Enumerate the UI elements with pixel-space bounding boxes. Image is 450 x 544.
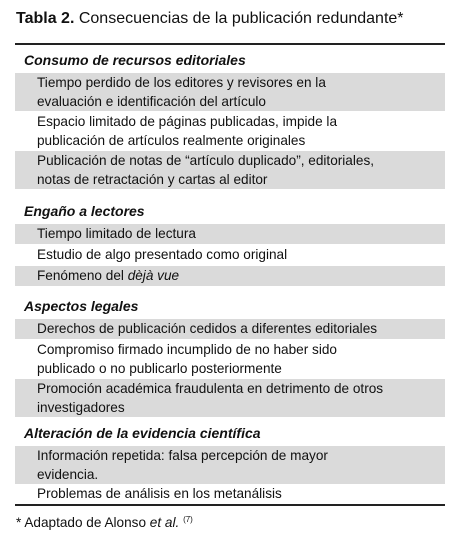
row-text: Tiempo perdido de los editores y revisores en la bbox=[37, 75, 326, 90]
row-text: Promoción académica fraudulenta en detrimento de otros bbox=[37, 381, 384, 396]
table-row bbox=[15, 319, 445, 339]
table-label: Tabla 2. bbox=[16, 10, 75, 27]
table-row bbox=[15, 484, 445, 504]
row-text-italic: dèjà vue bbox=[127, 268, 180, 283]
row-text: publicado o no publicarlo posteriormente bbox=[37, 361, 282, 376]
table-row bbox=[15, 112, 445, 150]
row-text: investigadores bbox=[37, 400, 125, 415]
row-text: Publicación de notas de “artículo duplicado”, editoriales, bbox=[37, 153, 375, 168]
row-text: Espacio limitado de páginas publicadas, impide la bbox=[37, 114, 337, 129]
section-heading: Aspectos legales bbox=[24, 298, 139, 314]
row-text: publicación de artículos realmente originales bbox=[37, 133, 306, 148]
row-text-prefix: Fenómeno del bbox=[37, 268, 128, 283]
footnote-text: * Adaptado de Alonso bbox=[16, 515, 150, 530]
table-row bbox=[15, 73, 445, 111]
footnote bbox=[16, 510, 193, 533]
row-text: Derechos de publicación cedidos a diferentes editoriales bbox=[37, 321, 378, 336]
section-heading: Alteración de la evidencia científica bbox=[24, 425, 261, 441]
table-row bbox=[15, 446, 445, 484]
section-heading: Consumo de recursos editoriales bbox=[24, 52, 246, 68]
bottom-rule bbox=[15, 504, 445, 506]
row-text: Compromiso firmado incumplido de no haber sido bbox=[37, 342, 337, 357]
table-row bbox=[15, 340, 445, 378]
row-text: evaluación e identificación del artículo bbox=[37, 94, 266, 109]
row-text: evidencia. bbox=[37, 467, 99, 482]
footnote-italic: et al. bbox=[149, 515, 180, 530]
row-text: Problemas de análisis en los metanálisis bbox=[37, 486, 282, 501]
table-row bbox=[15, 266, 445, 286]
row-text bbox=[37, 266, 439, 285]
table-title-text: Consecuencias de la publicación redundante* bbox=[74, 10, 404, 27]
table-title bbox=[16, 9, 446, 29]
row-text: Tiempo limitado de lectura bbox=[37, 226, 196, 241]
table-row bbox=[15, 245, 445, 265]
footnote-reference: (7) bbox=[183, 515, 193, 524]
section-heading: Engaño a lectores bbox=[24, 203, 145, 219]
row-text: notas de retractación y cartas al editor bbox=[37, 172, 268, 187]
row-text: Estudio de algo presentado como original bbox=[37, 247, 288, 262]
row-text: Información repetida: falsa percepción de mayor bbox=[37, 448, 328, 463]
table-row bbox=[15, 224, 445, 244]
table-row bbox=[15, 151, 445, 189]
top-rule bbox=[15, 43, 445, 45]
table-row bbox=[15, 379, 445, 417]
